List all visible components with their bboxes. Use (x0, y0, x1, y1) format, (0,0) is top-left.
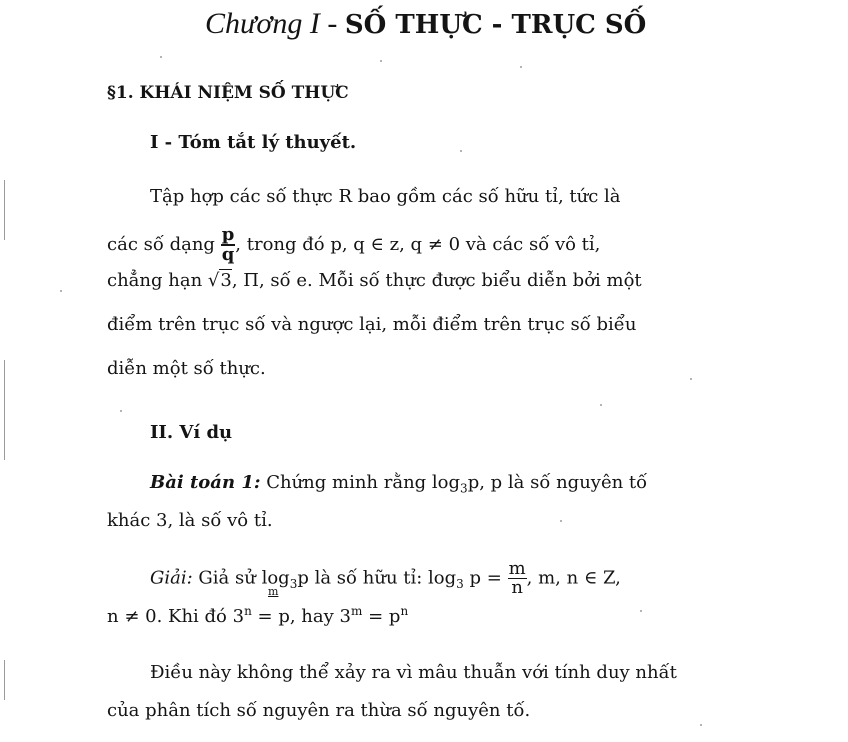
sqrt-radicand: 3 (220, 270, 232, 291)
solution-line-2-c: = p (362, 606, 401, 627)
scan-noise-dot (520, 66, 522, 68)
scan-noise-dot (380, 60, 382, 62)
solution-line-2-b: = p, hay 3 (251, 606, 351, 627)
scan-noise-dot (160, 56, 162, 58)
fraction-m: m (508, 558, 526, 579)
theory-line-2-start: các số dạng (107, 234, 215, 255)
solution-sup-3: n (400, 604, 409, 618)
fraction-n: n (511, 577, 523, 598)
problem-text-1: Chứng minh rằng log (260, 472, 461, 493)
theory-heading: I - Tóm tắt lý thuyết. (150, 132, 357, 153)
solution-sub-1: 3 (289, 577, 298, 592)
scan-noise-dot (640, 610, 642, 612)
solution-text-3: p = (463, 567, 502, 589)
theory-line-4: điểm trên trục số và ngược lại, mỗi điểm trên trục số biểu (107, 314, 637, 335)
solution-sup-2: m (350, 604, 363, 618)
chapter-title (205, 6, 646, 41)
example-heading: II. Ví dụ (150, 422, 233, 443)
problem-line-2: khác 3, là số vô tỉ. (107, 510, 273, 531)
problem-text-2: p, p là số nguyên tố (467, 472, 648, 493)
conclusion-line-1: Điều này không thể xảy ra vì mâu thuẫn với tính duy nhất (150, 662, 677, 683)
scan-noise-dot (560, 520, 562, 522)
stray-m-note: m (268, 585, 279, 598)
solution-line-1 (150, 560, 621, 597)
theory-line-1: Tập hợp các số thực R bao gồm các số hữu tỉ, tức là (150, 186, 621, 207)
solution-sub-2: 3 (456, 577, 464, 592)
scan-margin-mark (4, 660, 5, 700)
problem-line-1 (150, 472, 647, 496)
fraction-denominator: q (221, 244, 235, 265)
scan-noise-dot (690, 378, 692, 380)
problem-subscript: 3 (460, 481, 468, 496)
fraction-m-n (508, 560, 527, 597)
scan-margin-mark (4, 360, 5, 460)
solution-text-1: Giả sử log (192, 567, 290, 589)
problem-label: Bài toán 1: (150, 472, 261, 493)
theory-line-2-end: , trong đó p, q ∈ z, q ≠ 0 và các số vô tỉ, (235, 234, 601, 255)
solution-line-2 (107, 604, 408, 627)
scan-noise-dot (700, 724, 702, 726)
solution-sup-1: n (244, 604, 252, 618)
theory-line-3-start: chẳng hạn √ (107, 270, 220, 291)
chapter-prefix: Chương I - (205, 7, 345, 40)
fraction-p-q (221, 226, 236, 264)
scan-margin-mark (4, 180, 5, 240)
conclusion-line-2: của phân tích số nguyên ra thừa số nguyên tố. (107, 700, 531, 721)
scan-noise-dot (600, 404, 602, 406)
theory-line-3 (107, 270, 642, 291)
scan-noise-dot (60, 290, 62, 292)
fraction-numerator: p (221, 224, 235, 245)
scan-noise-dot (460, 150, 462, 152)
solution-line-2-a: n ≠ 0. Khi đó 3 (107, 606, 245, 627)
solution-text-4: , m, n ∈ Z, (526, 567, 621, 589)
solution-text-2: p là số hữu tỉ: log (297, 567, 457, 589)
theory-line-5: diễn một số thực. (107, 358, 266, 379)
chapter-main-title: SỐ THỰC - TRỤC SỐ (344, 10, 647, 40)
theory-line-3-end: , Π, số e. Mỗi số thực được biểu diễn bởi một (231, 270, 642, 291)
solution-label: Giải: (150, 567, 193, 589)
section-heading: §1. KHÁI NIỆM SỐ THỰC (107, 83, 349, 103)
theory-line-2 (107, 226, 600, 264)
scan-noise-dot (120, 410, 122, 412)
